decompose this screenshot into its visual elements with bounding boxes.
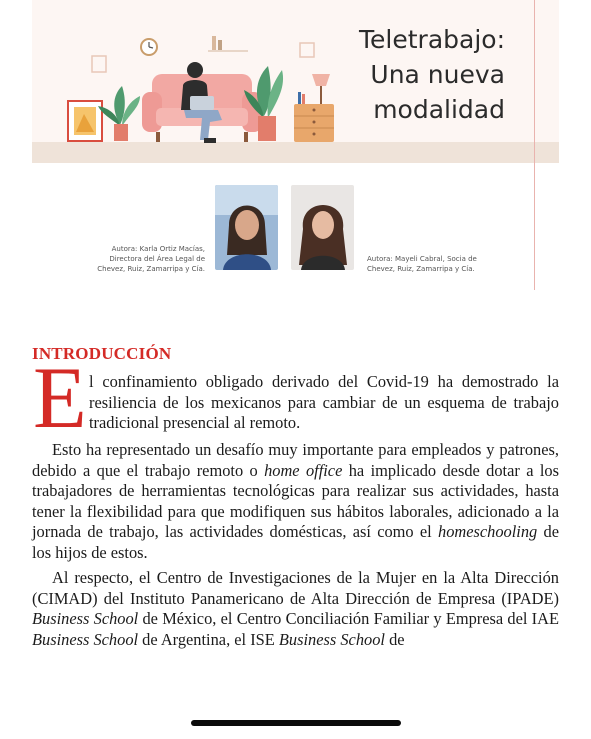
author-caption-2 <box>367 254 487 274</box>
author-2-line-1: Autora: Mayeli Cabral, Socia de <box>367 255 477 263</box>
paragraph-2-text-c: de los hijos de estos. <box>32 522 559 562</box>
red-vertical-rule <box>534 0 535 290</box>
article-title <box>335 22 505 127</box>
author-1-line-1: Autora: Karla Ortiz Macías, <box>111 245 205 253</box>
home-office-illustration <box>32 0 352 150</box>
paragraph-2-text-b: ha implicado desde dotar a los trabajadores de herramientas tecnológicas para realizar sus actividades, hasta tener la flexibilidad para que modifiquen sus hábitos laborales, adicionado a la jornada de trabajo, las actividades domésticas, así como el <box>32 460 559 542</box>
section-heading: INTRODUCCIÓN <box>32 344 172 363</box>
paragraph-3-italic-3: Business School <box>278 629 385 649</box>
home-indicator-bar[interactable] <box>191 720 401 726</box>
paragraph-3-text-a: Al respecto, el Centro de Investigaciones de la Mujer en la Alta Dirección (CIMAD) del Instituto Panamericano de Alta Dirección de Empresa (IPADE) <box>32 568 559 608</box>
paragraph-2-italic-home-office: home office <box>264 460 343 480</box>
paragraph-1: l confinamiento obligado derivado del Covid-19 ha demostrado la resiliencia de los mexicanos para cambiar de un esquema de trabajo tradicional presencial al remoto. <box>89 372 559 433</box>
author-caption-1 <box>95 244 205 274</box>
author-2-line-2: Chevez, Ruiz, Zamarripa y Cía. <box>367 265 475 273</box>
article-title-line-2: Una nueva <box>370 60 505 89</box>
author-2-photo <box>291 185 354 270</box>
wall-decor-icon <box>92 36 314 72</box>
plant-left-icon <box>98 86 140 141</box>
article-title-line-1: Teletrabajo: <box>359 25 505 54</box>
paragraph-2-text-a: Esto ha representado un desafío muy importante para empleados y patrones, debido a que el trabajo remoto o <box>32 440 559 480</box>
paragraph-2 <box>32 440 559 564</box>
picture-frame-icon <box>68 101 102 141</box>
clock-icon <box>141 39 157 55</box>
paragraph-3-text-b: de México, el Centro Conciliación Familiar y Empresa del IAE <box>138 609 559 629</box>
article-title-line-3: modalidad <box>373 95 505 124</box>
paragraph-3-text-c: de Argentina, el ISE <box>138 629 279 649</box>
author-1-photo <box>215 185 278 270</box>
author-1-line-2: Directora del Área Legal de <box>109 255 205 263</box>
drop-cap-letter: E <box>33 350 87 447</box>
paragraph-3 <box>32 568 559 650</box>
paragraph-3-italic-2: Business School <box>32 629 139 649</box>
author-1-line-3: Chevez, Ruiz, Zamarripa y Cía. <box>97 265 205 273</box>
lamp-cabinet-icon <box>294 74 334 142</box>
paragraph-3-italic-1: Business School <box>32 609 139 629</box>
paragraph-2-italic-homeschooling: homeschooling <box>438 522 538 542</box>
paragraph-3-text-d: de <box>384 629 405 649</box>
